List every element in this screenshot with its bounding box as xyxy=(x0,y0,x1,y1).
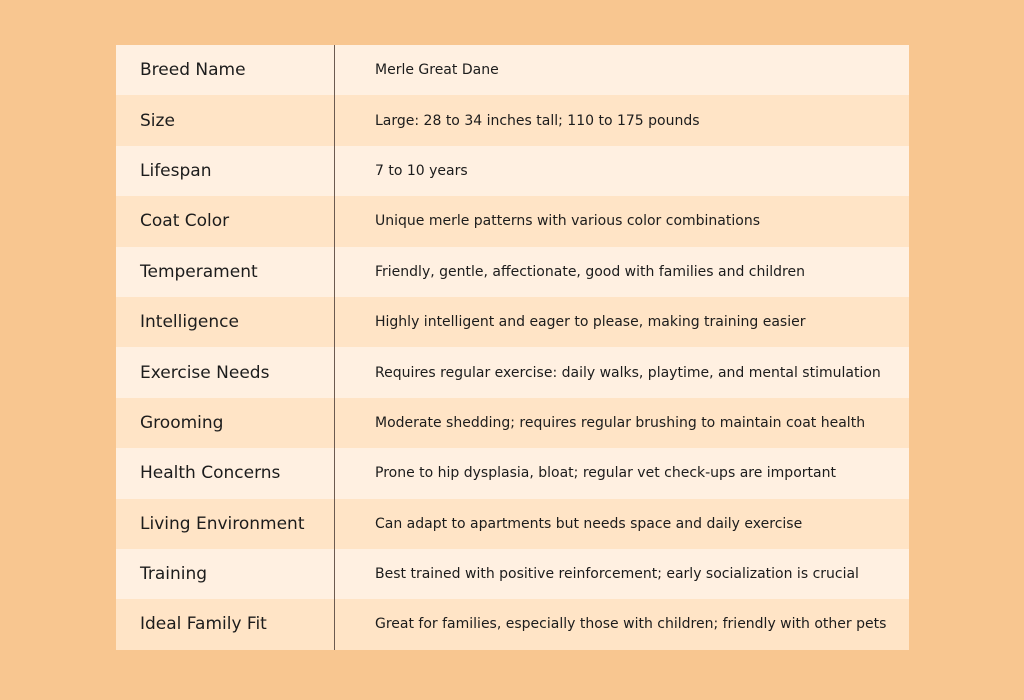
row-label: Living Environment xyxy=(116,499,335,549)
row-value: Moderate shedding; requires regular brushing to maintain coat health xyxy=(375,414,866,431)
table-row-training xyxy=(116,549,909,599)
table-row-coat-color xyxy=(116,196,909,246)
row-label: Health Concerns xyxy=(116,448,335,498)
row-label: Breed Name xyxy=(116,45,335,95)
row-value: Great for families, especially those with children; friendly with other pets xyxy=(375,616,887,633)
breed-info-table xyxy=(116,45,909,650)
row-label: Exercise Needs xyxy=(116,347,335,397)
table-row-health-concerns xyxy=(116,448,909,498)
row-value: Highly intelligent and eager to please, making training easier xyxy=(375,314,806,331)
table-row-grooming xyxy=(116,398,909,448)
table-row-exercise-needs xyxy=(116,347,909,397)
row-label: Lifespan xyxy=(116,146,335,196)
row-value: Merle Great Dane xyxy=(375,62,499,79)
row-value: Large: 28 to 34 inches tall; 110 to 175 pounds xyxy=(375,112,700,129)
row-label: Grooming xyxy=(116,398,335,448)
row-value: Best trained with positive reinforcement; early socialization is crucial xyxy=(375,566,859,583)
row-label: Size xyxy=(116,95,335,145)
table-row-size xyxy=(116,95,909,145)
row-value: Requires regular exercise: daily walks, playtime, and mental stimulation xyxy=(375,364,881,381)
table-row-intelligence xyxy=(116,297,909,347)
row-label: Ideal Family Fit xyxy=(116,599,335,649)
row-label: Temperament xyxy=(116,247,335,297)
row-label: Coat Color xyxy=(116,196,335,246)
table-row-breed-name xyxy=(116,45,909,95)
row-label: Intelligence xyxy=(116,297,335,347)
table-row-ideal-family-fit xyxy=(116,599,909,649)
row-label: Training xyxy=(116,549,335,599)
table-row-living-environment xyxy=(116,499,909,549)
row-value: 7 to 10 years xyxy=(375,162,468,179)
row-value: Prone to hip dysplasia, bloat; regular vet check-ups are important xyxy=(375,465,836,482)
row-value: Friendly, gentle, affectionate, good with families and children xyxy=(375,263,805,280)
table-row-temperament xyxy=(116,247,909,297)
table-row-lifespan xyxy=(116,146,909,196)
row-value: Can adapt to apartments but needs space and daily exercise xyxy=(375,515,803,532)
row-value: Unique merle patterns with various color combinations xyxy=(375,213,760,230)
